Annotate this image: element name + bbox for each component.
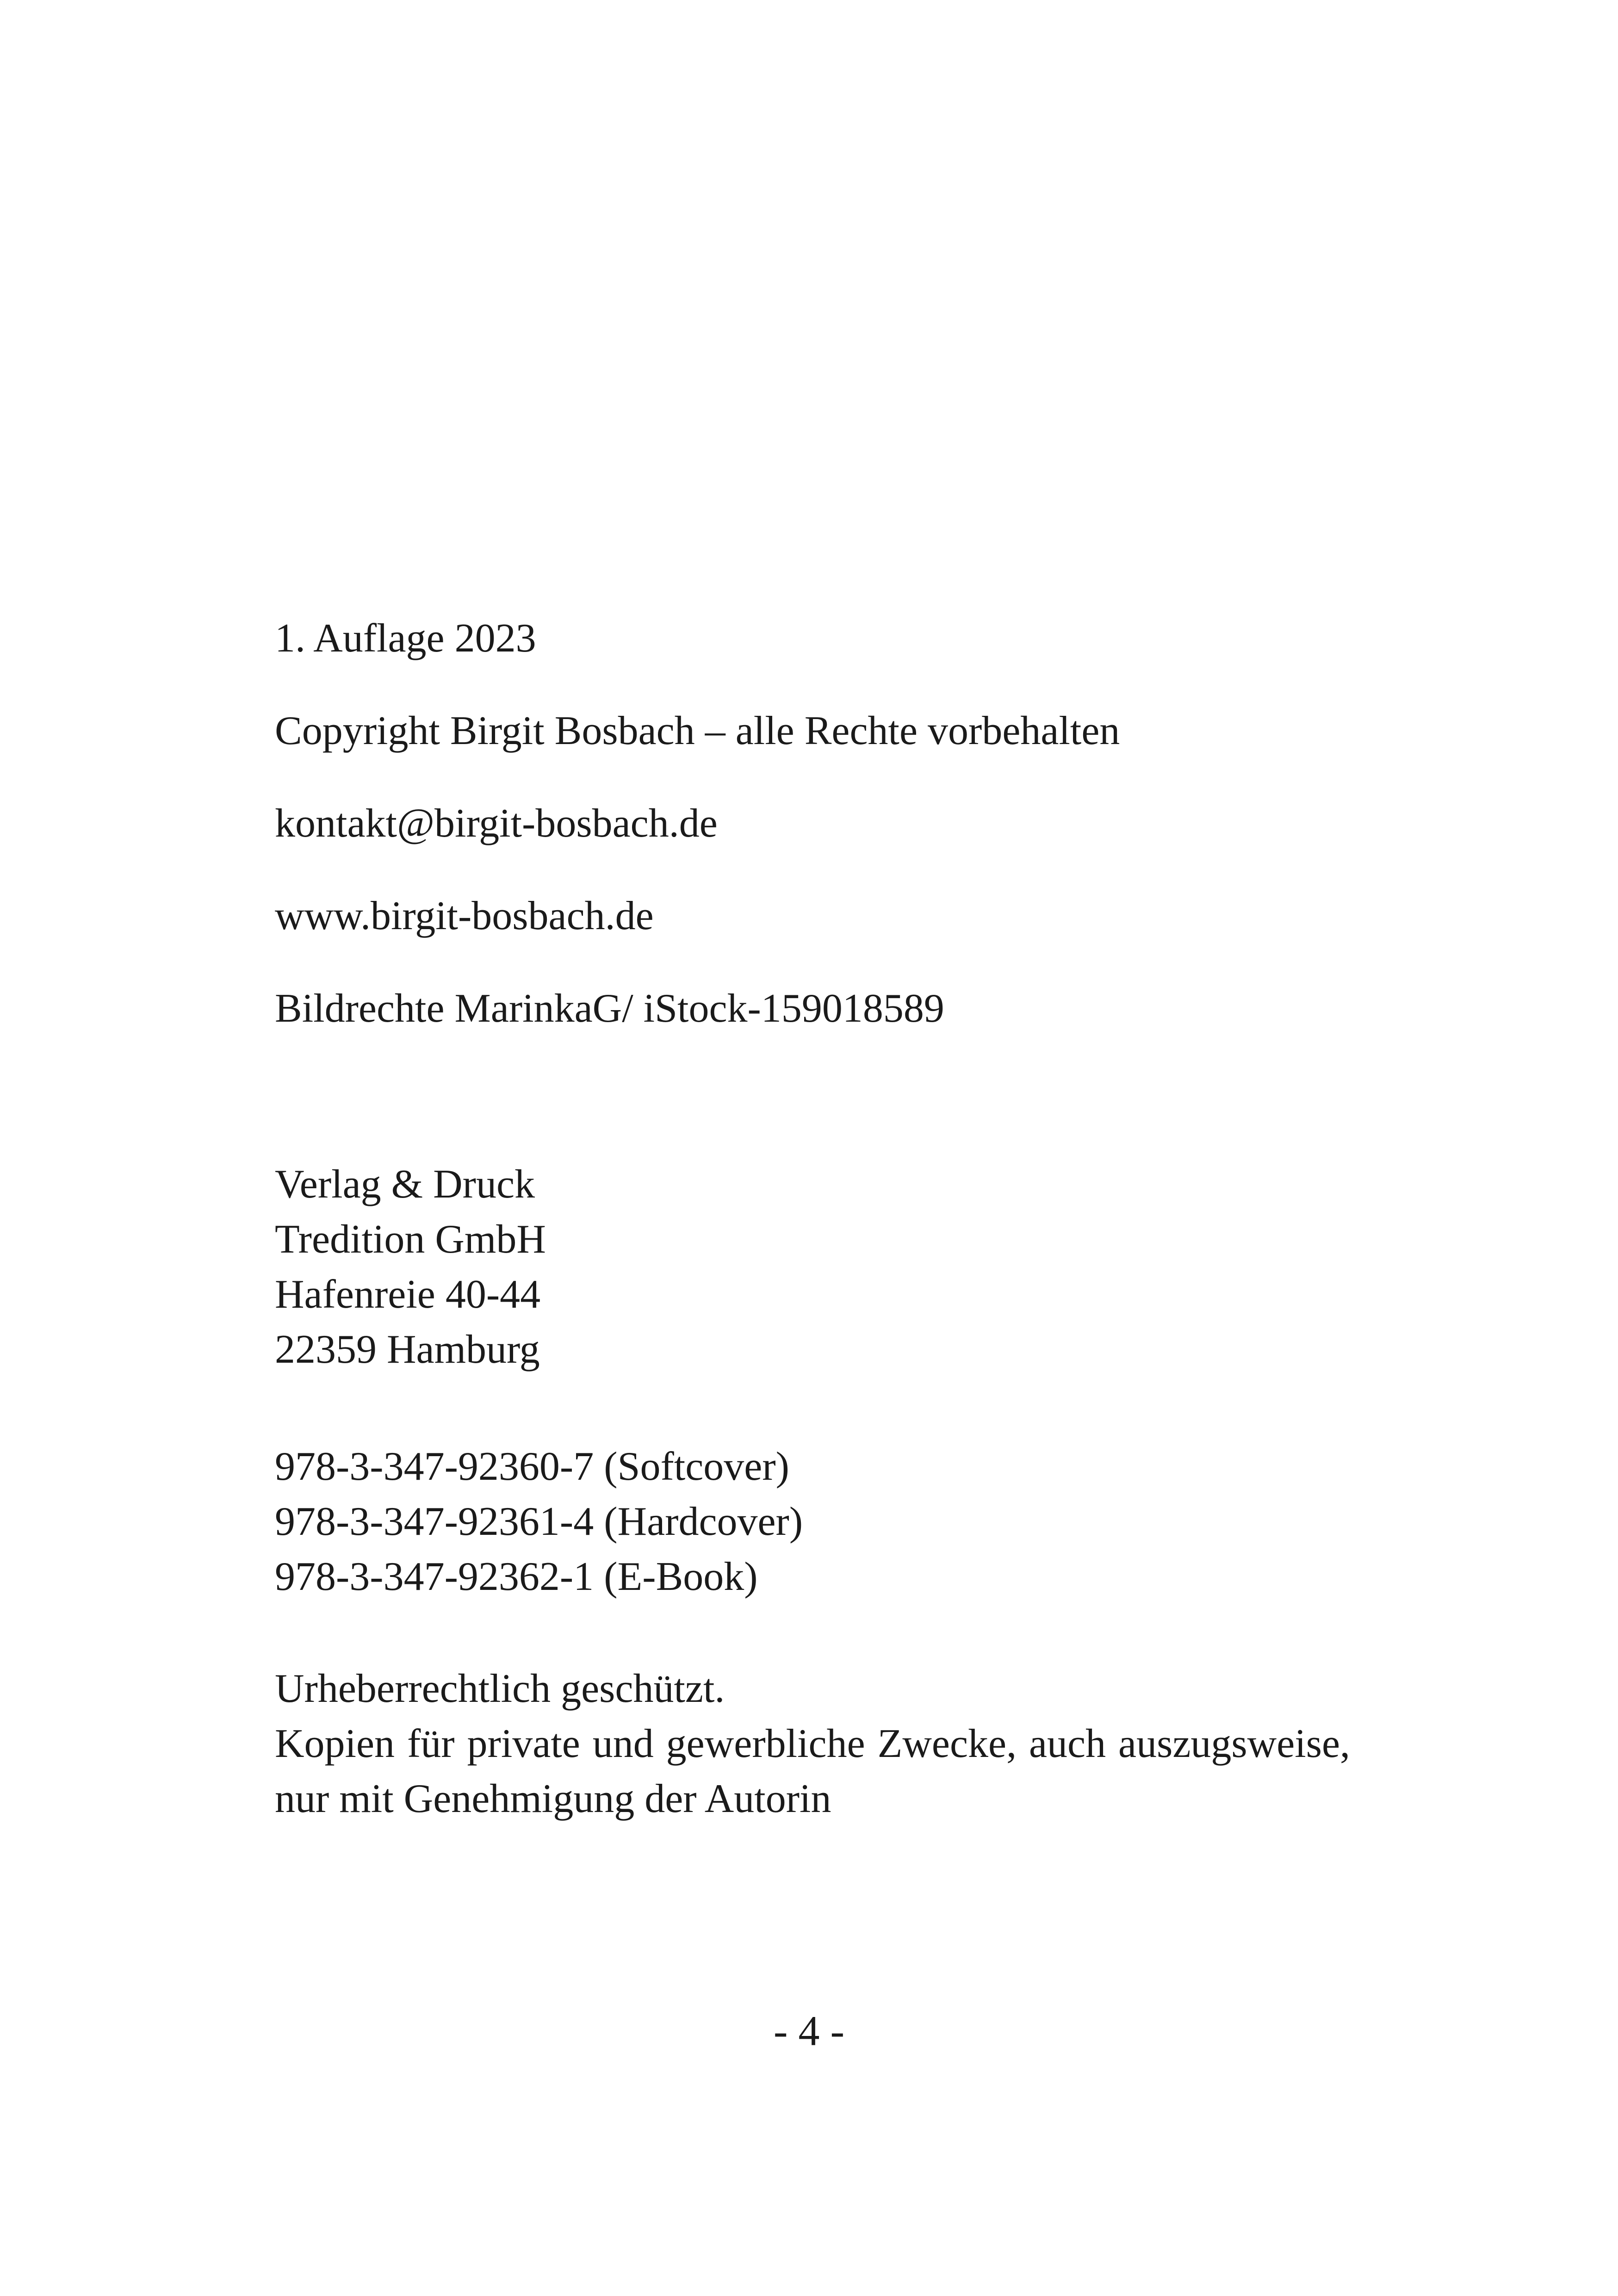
isbn-softcover: 978-3-347-92360-7 (Softcover) <box>275 1444 789 1489</box>
notice-paragraph <box>275 1716 1350 1826</box>
publisher-label: Verlag & Druck <box>275 1162 535 1207</box>
image-credit-text: Bildrechte MarinkaG/ iStock-159018589 <box>275 986 944 1031</box>
publisher-street: Hafenreie 40-44 <box>275 1272 541 1317</box>
isbn-ebook: 978-3-347-92362-1 (E-Book) <box>275 1554 758 1599</box>
publisher-name: Tredition GmbH <box>275 1217 546 1262</box>
isbn-hardcover: 978-3-347-92361-4 (Hardcover) <box>275 1499 803 1544</box>
copyright-notice-block <box>275 1661 1350 1716</box>
website-url: www.birgit-bosbach.de <box>275 894 654 938</box>
image-credit-line <box>275 981 1350 1036</box>
edition-line <box>275 611 1350 666</box>
email-address: kontakt@birgit-bosbach.de <box>275 801 718 846</box>
copyright-line <box>275 703 1350 758</box>
email-line <box>275 796 1350 851</box>
notice-title: Urheberrechtlich geschützt. <box>275 1666 725 1711</box>
notice-text: Kopien für private und gewerbliche Zwecke, auch auszugsweise, nur mit Genehmigung der Autorin <box>275 1721 1350 1821</box>
website-line <box>275 888 1350 943</box>
edition-text: 1. Auflage 2023 <box>275 616 536 661</box>
publisher-block <box>275 1157 1350 1377</box>
copyright-text: Copyright Birgit Bosbach – alle Rechte vorbehalten <box>275 708 1120 753</box>
isbn-block <box>275 1439 1350 1604</box>
page-number: - 4 - <box>773 2007 845 2054</box>
publisher-city: 22359 Hamburg <box>275 1327 540 1372</box>
